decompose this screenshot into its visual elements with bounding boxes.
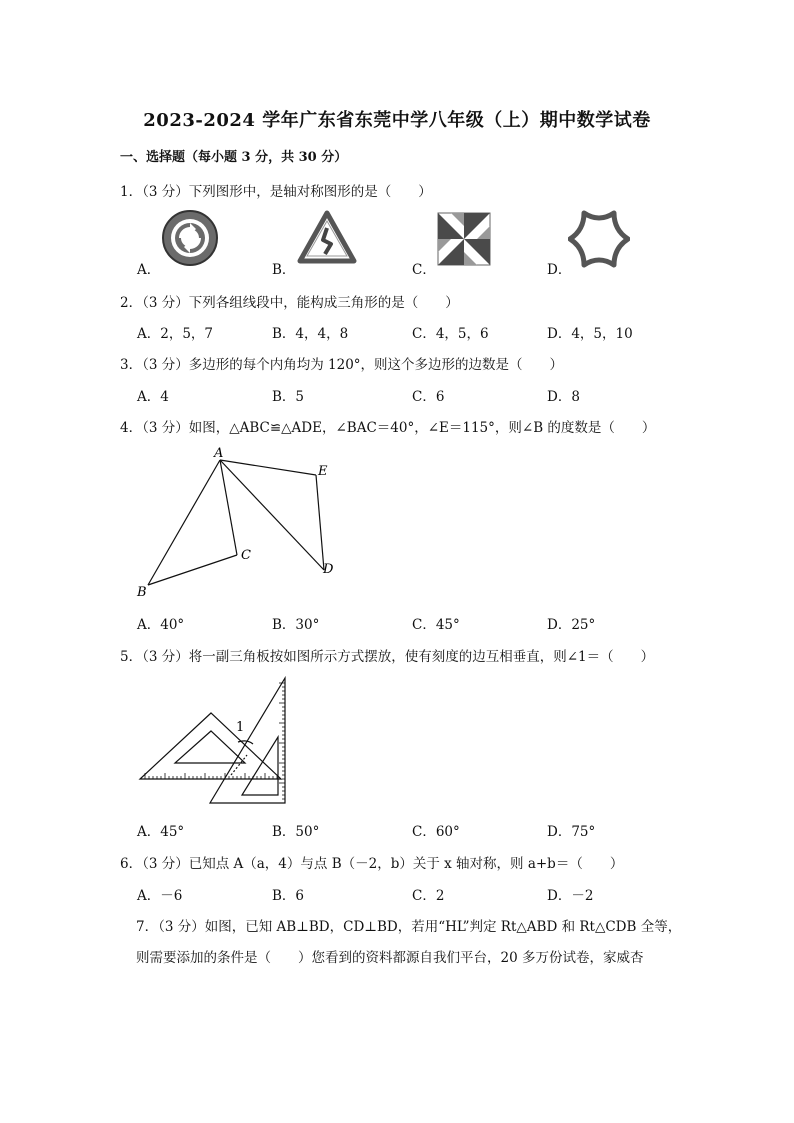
q5-option-a: A．45° [137,824,185,840]
q2-option-c: C．4，5，6 [412,326,489,342]
winding-road-sign-icon [297,210,357,265]
pinwheel-icon [437,212,491,266]
q3-option-a: A．4 [137,389,169,405]
congruent-triangles-figure [130,442,350,607]
q3-option-b: B．5 [272,389,305,405]
section-heading: 一、选择题（每小题 3 分，共 30 分） [120,150,348,165]
question-7-stem: 7．（3 分）如图，已知 AB⊥BD，CD⊥BD，若用“HL”判定 Rt△ABD 和 Rt△CDB 全等， [136,919,682,935]
q1-option-a: A． [137,262,161,278]
q1-option-b: B． [272,262,296,278]
q4-option-a: A．40° [137,617,185,633]
question-2-stem: 2．（3 分）下列各组线段中，能构成三角形的是（ ） [120,295,459,311]
set-squares-figure [135,673,295,808]
q2-option-a: A．2，5，7 [137,326,214,342]
q4-option-c: C．45° [412,617,460,633]
q6-option-a: A．－6 [137,888,183,904]
label-angle-1: 1 [236,720,245,735]
q2-option-d: D．4，5，10 [547,326,633,342]
q6-option-d: D．－2 [547,888,594,904]
q5-option-c: C．60° [412,824,460,840]
q1-option-c: C． [412,262,436,278]
label-c: C [241,548,251,563]
q6-option-c: C．2 [412,888,445,904]
page-title: 2023-2024 学年广东省东莞中学八年级（上）期中数学试卷 [143,110,651,131]
q4-option-b: B．30° [272,617,320,633]
roundabout-sign-icon [160,208,220,268]
question-6-stem: 6．（3 分）已知点 A（a，4）与点 B（－2，b）关于 x 轴对称，则 a+b＝（ ） [120,856,624,872]
question-1-stem: 1．（3 分）下列图形中，是轴对称图形的是（ ） [120,184,432,200]
q6-option-b: B．6 [272,888,305,904]
label-d: D [323,562,334,577]
q3-option-c: C．6 [412,389,445,405]
question-5-stem: 5．（3 分）将一副三角板按如图所示方式摆放，使有刻度的边互相垂直，则∠1＝（ ） [120,649,655,665]
label-b: B [137,585,147,600]
q3-option-d: D．8 [547,389,580,405]
label-e: E [318,464,328,479]
question-7-stem-line-2: 则需要添加的条件是（ ）您看到的资料都源自我们平台，20 多万份试卷，家威杏 [136,950,644,966]
q5-option-d: D．75° [547,824,596,840]
q4-option-d: D．25° [547,617,596,633]
scalloped-hexagon-icon [568,210,630,268]
question-4-stem: 4．（3 分）如图，△ABC≌△ADE，∠BAC＝40°，∠E＝115°，则∠B 的度数是（ ） [120,420,656,436]
q1-option-d: D． [547,262,572,278]
question-3-stem: 3．（3 分）多边形的每个内角均为 120°，则这个多边形的边数是（ ） [120,357,564,373]
label-a: A [214,446,224,461]
q2-option-b: B．4，4，8 [272,326,349,342]
q5-option-b: B．50° [272,824,320,840]
